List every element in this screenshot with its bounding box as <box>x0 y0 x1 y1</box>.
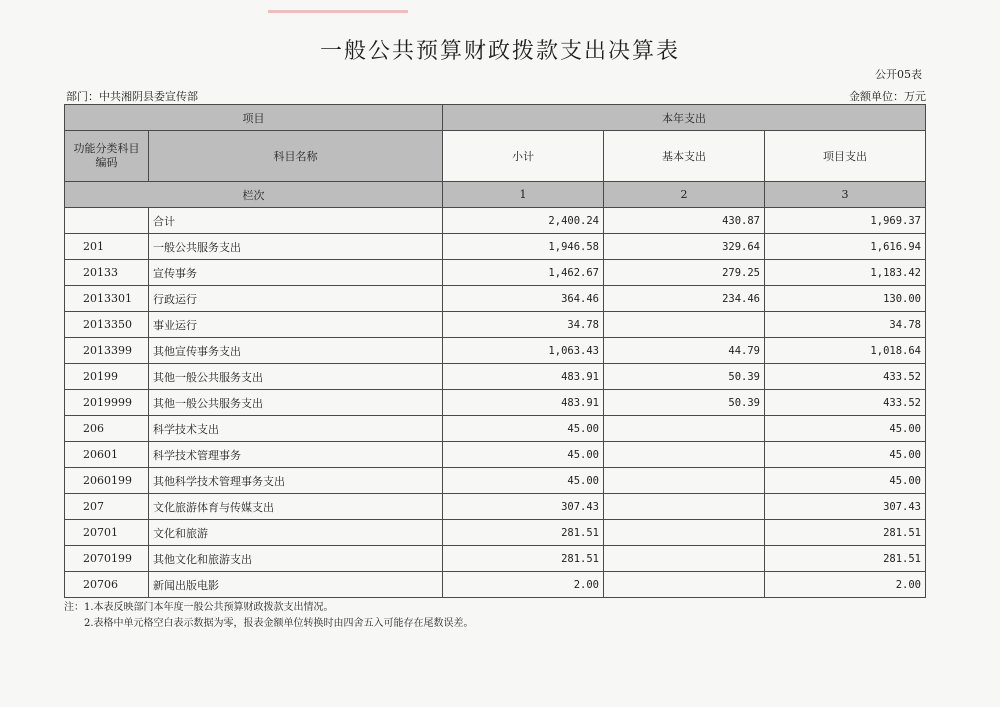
cell-code: 2013399 <box>65 338 149 364</box>
header-col-3: 3 <box>765 182 926 208</box>
cell-code: 2013350 <box>65 312 149 338</box>
cell-subtotal: 2.00 <box>443 572 604 598</box>
cell-subtotal: 483.91 <box>443 390 604 416</box>
cell-basic: 329.64 <box>604 234 765 260</box>
cell-code: 206 <box>65 416 149 442</box>
cell-basic: 279.25 <box>604 260 765 286</box>
cell-basic: 50.39 <box>604 390 765 416</box>
table-row <box>65 416 926 442</box>
cell-subject-name: 文化和旅游 <box>149 520 443 546</box>
cell-basic <box>604 520 765 546</box>
header-basic: 基本支出 <box>604 131 765 182</box>
cell-subject-name: 行政运行 <box>149 286 443 312</box>
cell-project: 45.00 <box>765 468 926 494</box>
header-subtotal: 小计 <box>443 131 604 182</box>
cell-basic: 50.39 <box>604 364 765 390</box>
cell-project: 34.78 <box>765 312 926 338</box>
table-row <box>65 520 926 546</box>
cell-project: 45.00 <box>765 416 926 442</box>
header-subject-name: 科目名称 <box>149 131 443 182</box>
cell-basic <box>604 312 765 338</box>
cell-code: 20199 <box>65 364 149 390</box>
cell-code <box>65 208 149 234</box>
table-row <box>65 312 926 338</box>
amount-unit-label: 金额单位：万元 <box>849 90 926 103</box>
cell-project: 1,969.37 <box>765 208 926 234</box>
expenditure-table <box>64 104 926 598</box>
table-row <box>65 260 926 286</box>
table-row <box>65 208 926 234</box>
cell-basic <box>604 494 765 520</box>
cell-project: 433.52 <box>765 364 926 390</box>
header-item: 项目 <box>65 105 443 131</box>
cell-subject-name: 新闻出版电影 <box>149 572 443 598</box>
cell-subtotal: 34.78 <box>443 312 604 338</box>
cell-project: 1,616.94 <box>765 234 926 260</box>
cell-subtotal: 1,462.67 <box>443 260 604 286</box>
header-col-index: 栏次 <box>65 182 443 208</box>
department-label: 部门：中共湘阴县委宣传部 <box>66 90 198 103</box>
cell-subtotal: 281.51 <box>443 546 604 572</box>
cell-subject-name: 宣传事务 <box>149 260 443 286</box>
footnote-2: 2.表格中单元格空白表示数据为零，报表金额单位转换时由四舍五入可能存在尾数误差。 <box>84 618 474 629</box>
cell-subtotal: 2,400.24 <box>443 208 604 234</box>
table-row <box>65 364 926 390</box>
table-row <box>65 234 926 260</box>
header-func-code: 功能分类科目编码 <box>65 131 149 182</box>
cell-project: 1,018.64 <box>765 338 926 364</box>
table-row <box>65 572 926 598</box>
cell-code: 20133 <box>65 260 149 286</box>
table-row <box>65 546 926 572</box>
header-project: 项目支出 <box>765 131 926 182</box>
cell-project: 45.00 <box>765 442 926 468</box>
footnotes <box>64 600 474 632</box>
cell-code: 201 <box>65 234 149 260</box>
cell-code: 2013301 <box>65 286 149 312</box>
header-col-1: 1 <box>443 182 604 208</box>
cell-basic <box>604 572 765 598</box>
page-title: 一般公共预算财政拨款支出决算表 <box>319 39 680 64</box>
cell-subject-name: 其他一般公共服务支出 <box>149 390 443 416</box>
header-col-2: 2 <box>604 182 765 208</box>
table-row <box>65 286 926 312</box>
cell-subject-name: 其他宣传事务支出 <box>149 338 443 364</box>
cell-code: 2019999 <box>65 390 149 416</box>
cell-basic <box>604 546 765 572</box>
cell-code: 20701 <box>65 520 149 546</box>
cell-basic <box>604 468 765 494</box>
cell-subject-name: 文化旅游体育与传媒支出 <box>149 494 443 520</box>
cell-basic: 44.79 <box>604 338 765 364</box>
cell-subtotal: 1,946.58 <box>443 234 604 260</box>
cell-subject-name: 一般公共服务支出 <box>149 234 443 260</box>
form-number: 公开05表 <box>875 68 922 81</box>
cell-project: 281.51 <box>765 520 926 546</box>
cell-project: 433.52 <box>765 390 926 416</box>
cell-project: 307.43 <box>765 494 926 520</box>
footnote-1: 注：1.本表反映部门本年度一般公共预算财政拨款支出情况。 <box>64 602 334 613</box>
cell-subject-name: 事业运行 <box>149 312 443 338</box>
cell-subtotal: 364.46 <box>443 286 604 312</box>
cell-subtotal: 45.00 <box>443 468 604 494</box>
table-row <box>65 390 926 416</box>
cell-project: 130.00 <box>765 286 926 312</box>
cell-code: 20601 <box>65 442 149 468</box>
cell-subtotal: 483.91 <box>443 364 604 390</box>
cell-basic <box>604 442 765 468</box>
cell-project: 281.51 <box>765 546 926 572</box>
table-row <box>65 468 926 494</box>
cell-code: 207 <box>65 494 149 520</box>
cell-subtotal: 281.51 <box>443 520 604 546</box>
cell-basic: 234.46 <box>604 286 765 312</box>
table-row <box>65 442 926 468</box>
table-row <box>65 494 926 520</box>
cell-subtotal: 1,063.43 <box>443 338 604 364</box>
cell-subject-name: 科学技术管理事务 <box>149 442 443 468</box>
cell-subject-name: 合计 <box>149 208 443 234</box>
cell-subject-name: 其他文化和旅游支出 <box>149 546 443 572</box>
cell-code: 20706 <box>65 572 149 598</box>
cell-subject-name: 科学技术支出 <box>149 416 443 442</box>
header-current-year: 本年支出 <box>443 105 926 131</box>
cell-subtotal: 45.00 <box>443 442 604 468</box>
cell-subject-name: 其他一般公共服务支出 <box>149 364 443 390</box>
red-seal-stamp <box>268 0 408 13</box>
table-row <box>65 338 926 364</box>
cell-subtotal: 307.43 <box>443 494 604 520</box>
cell-project: 1,183.42 <box>765 260 926 286</box>
cell-basic <box>604 416 765 442</box>
cell-code: 2070199 <box>65 546 149 572</box>
cell-subject-name: 其他科学技术管理事务支出 <box>149 468 443 494</box>
cell-code: 2060199 <box>65 468 149 494</box>
cell-basic: 430.87 <box>604 208 765 234</box>
cell-subtotal: 45.00 <box>443 416 604 442</box>
cell-project: 2.00 <box>765 572 926 598</box>
